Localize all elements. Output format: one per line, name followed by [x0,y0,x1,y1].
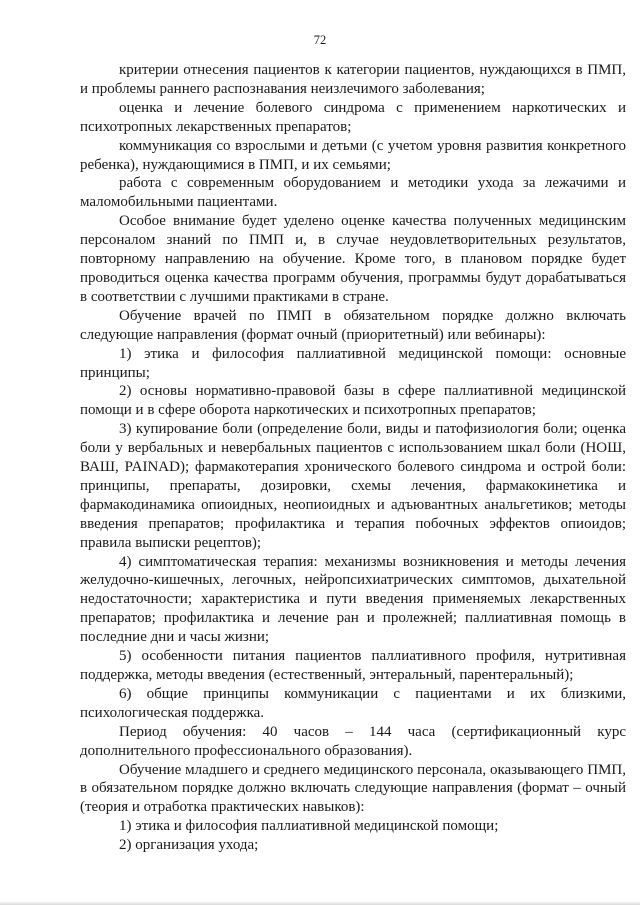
list-item: 1) этика и философия паллиативной медицинской помощи; [119,818,499,835]
list-item: 1) этика и философия паллиативной медицинской помощи: основные принципы; [80,345,626,381]
document-body [80,61,626,855]
paragraph: Период обучения: 40 часов – 144 часа (сертификационный курс дополнительного профессионального образования). [80,723,626,759]
list-item: 5) особенности питания пациентов паллиативного профиля, нутритивная поддержка, методы введения (естественный, энтеральный, парентеральный); [80,648,626,683]
paragraph: критерии отнесения пациентов к категории пациентов, нуждающихся в ПМП, и проблемы раннего распознавания неизлечимого заболевания; [80,62,626,97]
paragraph: коммуникация со взрослыми и детьми (с учетом уровня развития конкретного ребенка), нуждающимися в ПМП, и их семьями; [80,137,626,173]
paragraph: Обучение младшего и среднего медицинского персонала, оказывающего ПМП, в обязательном порядке должно включать следующие направления (формат – очный (теория и отработка практических навыков): [80,761,626,816]
list-item: 2) основы нормативно-правовой базы в сфере паллиативной медицинской помощи и в сфере оборота наркотических и психотропных препаратов; [80,383,626,419]
list-item: 2) организация ухода; [119,837,259,854]
paragraph: оценка и лечение болевого синдрома с применением наркотических и психотропных лекарственных препаратов; [80,99,626,135]
paragraph: Особое внимание будет уделено оценке качества полученных медицинским персоналом знаний по ПМП и, в случае неудовлетворительных результатов, повторному направлению на обучение. Кроме того, в плановом порядке будет проводиться оценка качества программ обучения, программы будут дорабатываться в соответствии с лучшими практиками в стране. [80,213,626,305]
paragraph: работа с современным оборудованием и методики ухода за лежачими и маломобильными пациентами. [80,175,626,211]
list-item: 3) купирование боли (определение боли, виды и патофизиология боли; оценка боли у вербальных и невербальных пациентов с использованием шкал боли (НОШ, ВАШ, PAINAD); фармакотерапия хронического болевого синдрома и острой боли: принципы, препараты, дозировки, схемы лечения, фармакокинетика и фармакодинамика опиоидных, неопиоидных и адъювантных анальгетиков; методы введения препаратов; профилактика и терапия побочных эффектов опиоидов; правила выписки рецептов); [80,421,626,551]
page-bottom-edge [0,901,640,905]
paragraph: Обучение врачей по ПМП в обязательном порядке должно включать следующие направления (формат очный (приоритетный) или вебинары): [80,307,626,343]
list-item: 4) симптоматическая терапия: механизмы возникновения и методы лечения желудочно-кишечных, легочных, нейропсихиатрических симптомов, дыхательной недостаточности; характеристика и пути введения применяемых лекарственных препаратов; профилактика и лечение ран и пролежней; паллиативная помощь в последние дни и часы жизни; [80,553,626,646]
page-number: 72 [313,33,327,47]
list-item: 6) общие принципы коммуникации с пациентами и их близкими, психологическая поддержка. [80,685,626,721]
